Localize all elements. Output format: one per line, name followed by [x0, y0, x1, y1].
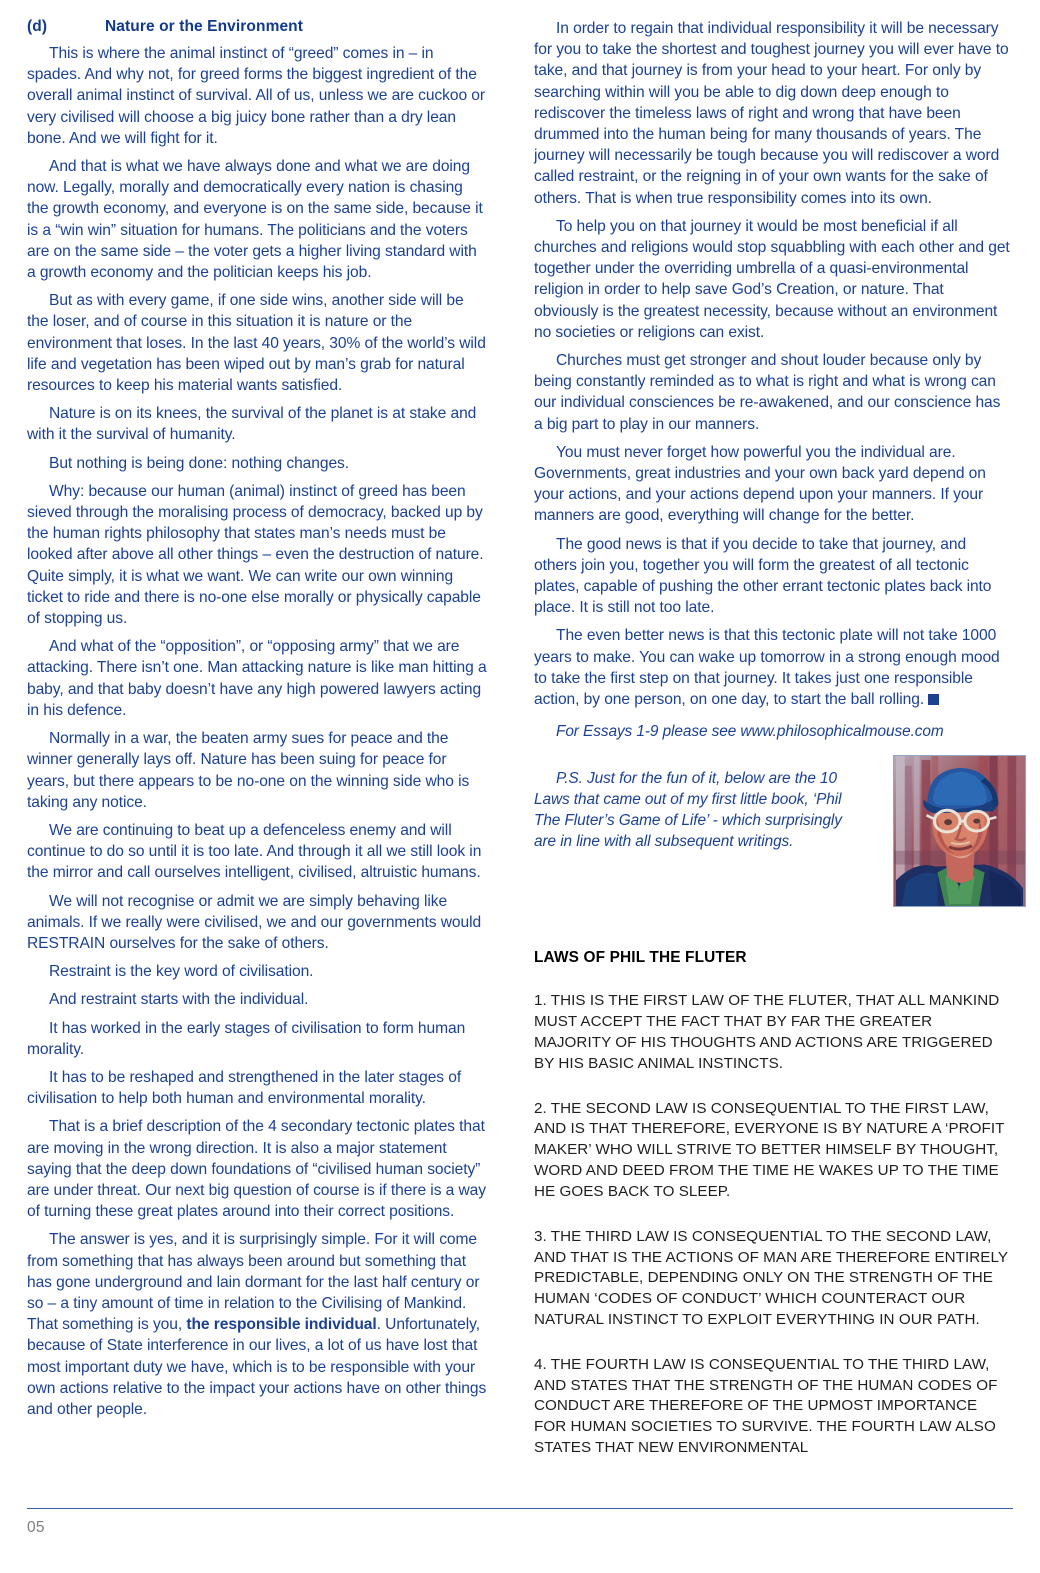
right-column: [520, 18, 1040, 1478]
page-number: 05: [27, 1519, 45, 1536]
left-column: [0, 18, 520, 1478]
paragraph-with-emphasis: [27, 1229, 487, 1420]
paragraph: Churches must get stronger and shout louder because only by being constantly reminded as to what is right and what is wrong can our individual consciences be re-awakened, and our conscience has a big part to play in our manners.: [534, 352, 1001, 433]
paragraph: The good news is that if you decide to take that journey, and others join you, together you will form the greatest of all tectonic plates, capable of pushing the other errant tectonic plates back into place. It is still not too late.: [534, 535, 992, 617]
closing-paragraph: [534, 625, 1010, 710]
paragraph: But nothing is being done: nothing changes.: [49, 454, 350, 472]
postscript-block: [534, 769, 1010, 919]
law-item: 2. THE SECOND LAW IS CONSEQUENTIAL TO THE FIRST LAW, AND IS THAT THEREFORE, EVERYONE IS BY NATURE A ‘PROFIT MAKER’ WHO WILL STRIVE TO BETTER HIMSELF BY THOUGHT, WORD AND DEED FROM THE TIME HE WAKES UP TO THE TIME HE GOES BACK TO SLEEP.: [534, 1099, 1005, 1200]
paragraph: And restraint starts with the individual.: [49, 991, 309, 1009]
paragraph: And that is what we have always done and what we are doing now. Legally, morally and democratically every nation is chasing the growth economy, and everyone is on the same side, because it is a “win win” situation for humans. The politicians and the voters are on the same side – the voter gets a higher living standard with a growth economy and the politician keeps his job.: [27, 158, 483, 282]
law-item: 4. THE FOURTH LAW IS CONSEQUENTIAL TO THE THIRD LAW, AND STATES THAT THE STRENGTH OF THE HUMAN CODES OF CONDUCT ARE THEREFORE OF THE UPMOST IMPORTANCE FOR HUMAN SOCIETIES TO SURVIVE. THE FOURTH LAW ALSO STATES THAT NEW ENVIRONMENTAL: [534, 1355, 998, 1457]
closing-paragraph-text: The even better news is that this tectonic plate will not take 1000 years to make. You can wake up tomorrow in a strong enough mood to take the first step on that journey. It takes just one responsible action, by one person, on one day, to start the ball rolling.: [534, 627, 1000, 709]
law-item: 1. THIS IS THE FIRST LAW OF THE FLUTER, THAT ALL MANKIND MUST ACCEPT THE FACT THAT BY FAR THE GREATER MAJORITY OF HIS THOUGHTS AND ACTIONS ARE TRIGGERED BY HIS BASIC ANIMAL INSTINCTS.: [534, 992, 1000, 1072]
laws-heading: LAWS OF PHIL THE FLUTER: [534, 949, 747, 967]
paragraph: Nature is on its knees, the survival of the planet is at stake and with it the survival of humanity.: [27, 405, 477, 444]
paragraph: In order to regain that individual responsibility it will be necessary for you to take the shortest and toughest journey you will ever have to take, and that journey is from your head to your heart. For only by searching within will you be able to dig down deep enough to rediscover the timeless laws of right and wrong that have been drummed into the human being for many thousands of years. The journey will necessarily be tough because you will rediscover a word called restraint, or the reigning in of your own wants for the sake of others. That is when true responsibility comes into its own.: [534, 20, 1009, 207]
paragraph: And what of the “opposition”, or “opposing army” that we are attacking. There isn’t one. Man attacking nature is like man hitting a baby, and that baby doesn’t have any high powered lawyers acting in his defence.: [27, 638, 487, 719]
paragraph: This is where the animal instinct of “greed” comes in – in spades. And why not, for greed forms the biggest ingredient of the overall animal instinct of survival. All of us, unless we are cuckoo or very civilised will choose a big juicy bone rather than a dry lean bone. And we will fight for it.: [27, 45, 486, 147]
law-item: 3. THE THIRD LAW IS CONSEQUENTIAL TO THE SECOND LAW, AND THAT IS THE ACTIONS OF MAN ARE THEREFORE ENTIRELY PREDICTABLE, DEPENDING ONLY ON THE STRENGTH OF THE HUMAN ‘CODES OF CONDUCT’ WHICH COUNTERACT OUR NATURAL INSTINCT TO EXPLOIT EVERYTHING IN OUR PATH.: [534, 1227, 1008, 1328]
paragraph: You must never forget how powerful you the individual are. Governments, great industries and your own back yard depend on your actions, and your actions depend upon your manners. If your manners are good, everything will change for the better.: [534, 443, 986, 525]
paragraph: That is a brief description of the 4 secondary tectonic plates that are moving in the wrong direction. It is also a major statement saying that the deep down foundations of “civilised human society” are under threat. Our next big question of course is if there is a way of turning these great plates around into their correct positions.: [27, 1118, 486, 1221]
paragraph: It has to be reshaped and strengthened in the later stages of civilisation to help both human and environmental morality.: [27, 1068, 462, 1108]
paragraph: To help you on that journey it would be most beneficial if all churches and religions would stop squabbling with each other and get together under the overriding umbrella of a quasi-environmental religion in order to help save God’s Creation, or nature. That obviously is the greatest necessity, because without an environment no societies or religions can exist.: [534, 217, 1010, 341]
end-of-article-square-icon: [928, 694, 939, 705]
paragraph: Restraint is the key word of civilisation.: [49, 963, 314, 981]
paragraph: Why: because our human (animal) instinct of greed has been sieved through the moralising process of democracy, backed up by the human rights philosophy that states man’s needs must be looked after above all other things – even the destruction of nature. Quite simply, it is what we want. We can write our own winning ticket to ride and there is no-one else morally or physically capable of stopping us.: [27, 482, 484, 628]
author-portrait-image: [893, 755, 1026, 907]
section-heading: [27, 18, 487, 36]
footer-divider: [27, 1508, 1013, 1509]
paragraph: We are continuing to beat up a defenceless enemy and will continue to do so until it is too late. And through it all we still look in the mirror and call ourselves intelligent, civilised, altruistic humans.: [27, 821, 482, 882]
section-title: Nature or the Environment: [105, 18, 303, 35]
paragraph-text-after-bold: . Unfortunately, because of State interference in our lives, a lot of us have lost that most important duty we have, which is to be responsible with your own actions relative to the impact your actions have on other things and other people.: [27, 1316, 487, 1418]
paragraph: We will not recognise or admit we are simply behaving like animals. If we really were civilised, we and our governments would RESTRAIN ourselves for the sake of others.: [27, 892, 482, 952]
essays-reference-note: For Essays 1-9 please see www.philosophicalmouse.com: [556, 723, 944, 741]
two-column-layout: [0, 18, 1040, 1478]
paragraph: It has worked in the early stages of civilisation to form human morality.: [27, 1019, 466, 1058]
paragraph-text-before-bold: The answer is yes, and it is surprisingly simple. For it will come from something that has always been around but something that has gone underground and lain dormant for the last half century or so – a tiny amount of time in relation to the Civilising of Mankind. That something is you,: [27, 1231, 480, 1334]
postscript-text: P.S. Just for the fun of it, below are the 10 Laws that came out of my first little book, ‘Phil The Fluter’s Game of Life’ - which surprisingly are in line with all subsequent writings.: [534, 770, 842, 851]
paragraph: Normally in a war, the beaten army sues for peace and the winner generally lays off. Nature has been suing for peace for years, but there appears to be no-one on the winning side who is taking any notice.: [27, 730, 470, 811]
emphasised-phrase: the responsible individual: [186, 1316, 377, 1334]
paragraph: But as with every game, if one side wins, another side will be the loser, and of course in this situation it is nature or the environment that loses. In the last 40 years, 30% of the world’s wild life and vegetation has been wiped out by man’s grab for natural resources to keep his material wants satisfied.: [27, 292, 486, 395]
section-letter: (d): [27, 18, 48, 35]
